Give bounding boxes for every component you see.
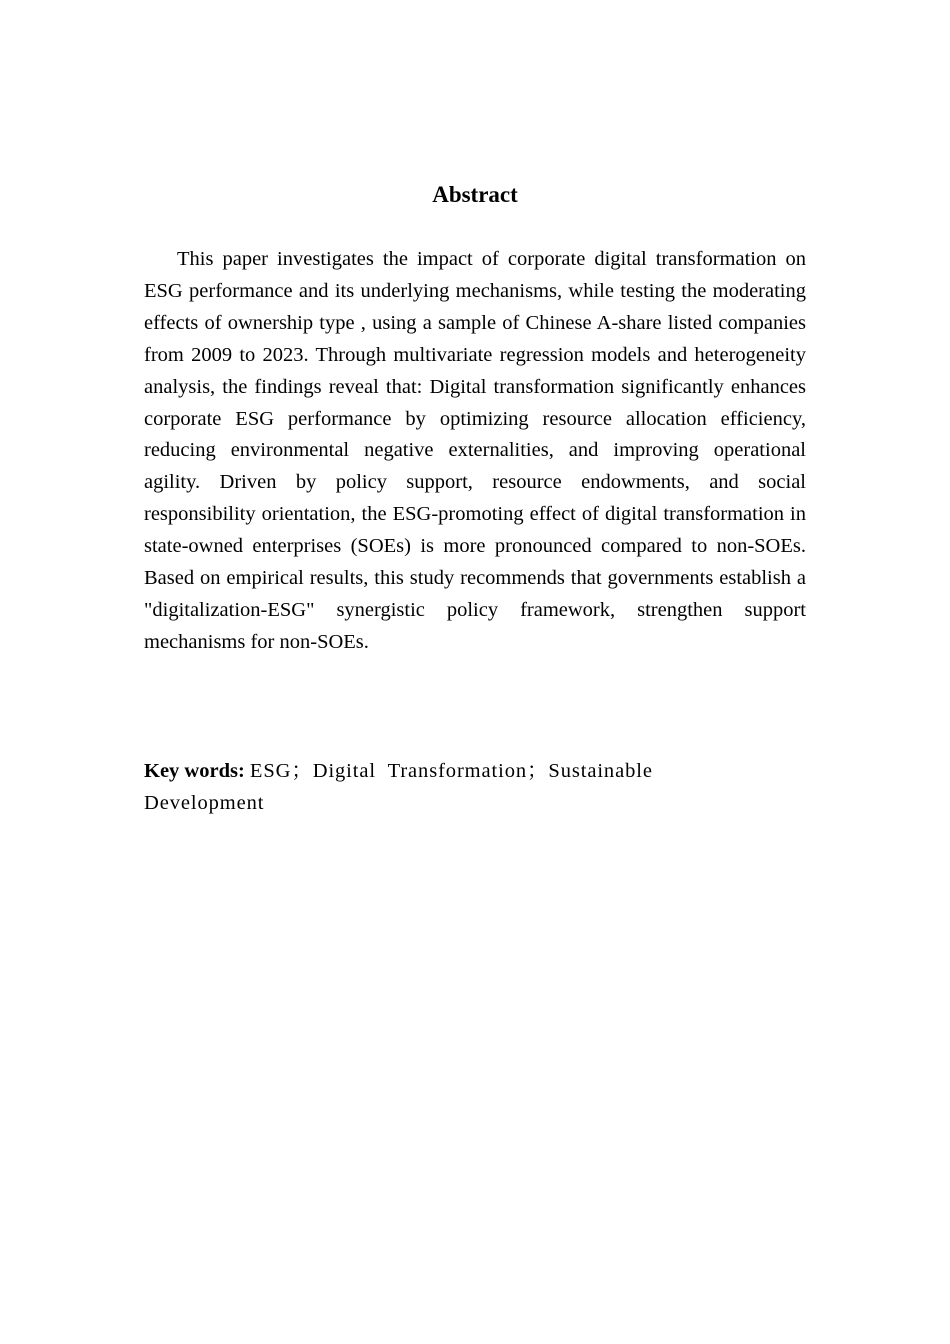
- abstract-title: Abstract: [432, 182, 518, 207]
- keywords-values: ESG；Digital Transformation；Sustainable Development: [144, 760, 653, 814]
- keywords-line: [144, 756, 724, 819]
- abstract-body: This paper investigates the impact of corporate digital transformation on ESG performance and its underlying mechanisms, while testing the moderating effects of ownership type , using a sample of Chinese A-share listed companies from 2009 to 2023. Through multivariate regression models and heterogeneity analysis, the findings reveal that: Digital transformation significantly enhances corporate ESG performance by optimizing resource allocation efficiency, reducing environmental negative externalities, and improving operational agility. Driven by policy support, resource endowments, and social responsibility orientation, the ESG-promoting effect of digital transformation in state-owned enterprises (SOEs) is more pronounced compared to non-SOEs. Based on empirical results, this study recommends that governments establish a "digitalization-ESG" synergistic policy framework, strengthen support mechanisms for non-SOEs.: [144, 248, 806, 653]
- keywords-label: Key words:: [144, 760, 245, 782]
